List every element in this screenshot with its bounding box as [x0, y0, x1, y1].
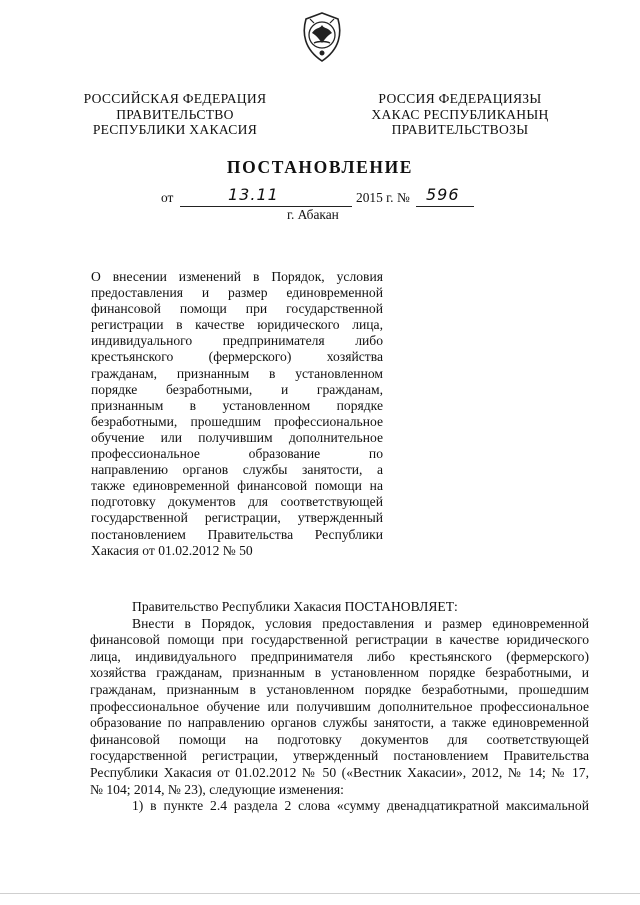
number-handwritten: 596 — [426, 185, 460, 204]
paragraph-line: профессиональное обучение или получившим дополнительное профессиональное — [90, 698, 589, 714]
header-right-block — [355, 91, 565, 138]
subject-line: признанным в установленном порядке — [91, 397, 383, 413]
subject-line: финансовой помощи при государственной — [91, 301, 383, 317]
subject-block — [91, 269, 383, 559]
number-sign: № — [397, 190, 410, 205]
subject-line: предоставления и размер единовременной — [91, 285, 383, 301]
number-underline — [416, 206, 474, 207]
date-year: 2015 г. — [356, 190, 394, 205]
paragraph-line: финансовой помощи на подготовку документов для соответствующей — [90, 731, 589, 747]
subject-line: порядке безработными, и гражданам, — [91, 381, 383, 397]
subject-line: государственной регистрации, утвержденный — [91, 510, 383, 526]
page-bottom-edge — [0, 893, 640, 894]
paragraph-line: Республики Хакасия от 01.02.2012 № 50 («Вестник Хакасии», 2012, № 14; № 17, — [90, 764, 589, 780]
document-title: ПОСТАНОВЛЕНИЕ — [226, 157, 414, 177]
header-right-line: ПРАВИТЕЛЬСТВОЗЫ — [391, 122, 529, 138]
subject-line: постановлением Правительства Республики — [91, 526, 383, 542]
header-left-line: РЕСПУБЛИКИ ХАКАСИЯ — [92, 122, 258, 138]
date-handwritten: 13.11 — [228, 185, 279, 204]
paragraph-line: образование по направлению органов службы занятости, а также единовременной — [90, 715, 589, 731]
header-left-line: ПРАВИТЕЛЬСТВО — [116, 106, 234, 122]
paragraph-line: финансовой помощи при государственной регистрации в качестве юридического — [90, 632, 589, 648]
paragraph-line: государственной регистрации, утвержденный постановлением Правительства — [90, 748, 589, 764]
paragraph-line: хозяйства гражданам, признанным в установленном порядке безработными, и — [90, 665, 589, 681]
subject-line: подготовку документов для соответствующей — [91, 494, 383, 510]
subject-line: профессиональное образование по — [91, 446, 383, 462]
paragraph-line: № 104; 2014, № 23), следующие изменения: — [90, 781, 344, 797]
subject-line: индивидуального предпринимателя либо — [91, 333, 383, 349]
subject-line: обучение или получившим дополнительное — [91, 429, 383, 445]
coat-of-arms-emblem-icon — [298, 11, 346, 63]
subject-line: регистрации в качестве юридического лица, — [91, 317, 383, 333]
paragraph-line: гражданам, признанным в установленном порядке безработными, прошедшим — [90, 681, 589, 697]
subject-line: также единовременной финансовой помощи на — [91, 478, 383, 494]
list-item-1: 1) в пункте 2.4 раздела 2 слова «сумму двенадцатикратной максимальной — [132, 798, 589, 814]
preamble: Правительство Республики Хакасия ПОСТАНОВЛЯЕТ: — [132, 599, 458, 614]
header-left-block — [70, 91, 280, 138]
header-right-line: РОССИЯ ФЕДЕРАЦИЯЗЫ — [378, 91, 542, 106]
subject-line: направлению органов службы занятости, а — [91, 462, 383, 478]
subject-line: гражданам, признанным в установленном — [91, 365, 383, 381]
header-left-line: РОССИЙСКАЯ ФЕДЕРАЦИЯ — [83, 91, 267, 106]
date-from-label: от — [161, 190, 174, 205]
header-right-line: ХАКАС РЕСПУБЛИКАНЫҢ — [371, 106, 549, 122]
city-name: г. Абакан — [287, 207, 339, 222]
subject-line: О внесении изменений в Порядок, условия — [91, 269, 383, 284]
subject-line: крестьянского (фермерского) хозяйства — [91, 349, 383, 365]
subject-line: Хакасия от 01.02.2012 № 50 — [91, 542, 253, 558]
body-text — [90, 599, 589, 815]
subject-line: безработными, прошедшим профессиональное — [91, 413, 383, 429]
paragraph-line: лица, индивидуального предпринимателя либо крестьянского (фермерского) — [90, 648, 589, 664]
paragraph-line: Внести в Порядок, условия предоставления и размер единовременной — [132, 615, 589, 631]
